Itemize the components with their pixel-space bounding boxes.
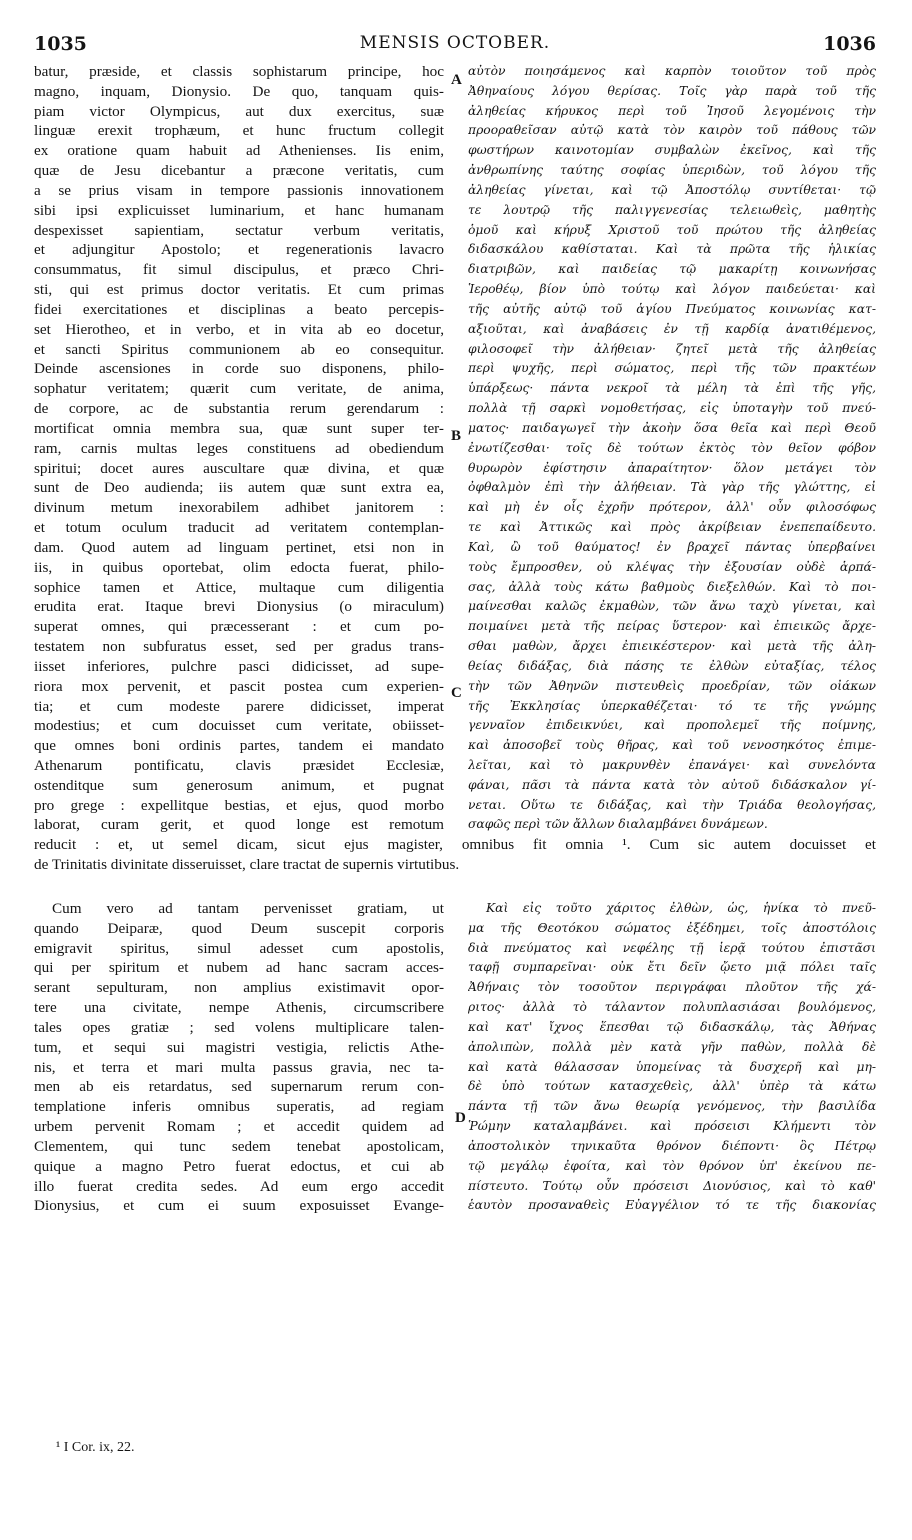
text-line: templatione inferis omnibus superatis, ad regiam: [34, 1098, 444, 1116]
text-line: quique a magno Petro fuerat edoctus, et cui ab: [34, 1157, 444, 1175]
text-line: illo fuerat credita sedes. Ad eum ergo accedit: [34, 1177, 444, 1195]
text-line: laborat, curam gerit, et quod longe est remotum: [34, 816, 444, 834]
text-line: Deinde ascensiones in corde suo disponens, philo-: [34, 360, 444, 378]
text-line: et totum oculum traducit ad veritatem contemplan-: [34, 519, 444, 537]
footnote: ¹ I Cor. ix, 22.: [56, 1440, 135, 1455]
text-line: iisset inferiores, pulchre pasci didicisset, ad supe-: [34, 657, 444, 675]
text-line: Ἀθηναίους λόγου θερίσας. Τοῖς γὰρ παρὰ τοῦ τῆς: [468, 83, 876, 98]
running-title: MENSIS OCTOBER.: [359, 33, 551, 53]
text-line: consummatus, fit simul discipulus, et præco Chri-: [34, 261, 444, 279]
text-line: αξιοῦται, καὶ ἀναβάσεις ἐν τῇ καρδίᾳ ἀνατιθέμενος,: [468, 321, 876, 336]
text-line: διατριβῶν, καὶ παιδείας τῷ μακαρίτῃ κοινωνήσας: [468, 262, 876, 277]
text-line: ostenditque sum generosum animum, et pugnat: [34, 776, 444, 794]
text-line: Athenarum pontificatu, clavis præsidet Ecclesiæ,: [34, 756, 444, 774]
text-line: πάντα τῇ τῶν ἄνω θεωρίᾳ γενόμενος, τὴν βασιλίδα: [468, 1099, 876, 1114]
latin-column-bottom: [34, 899, 444, 1216]
text-line: φωστήρων καινοτομίαν συμβαλὼν ἐκεῖνος, καὶ τῆς: [468, 143, 876, 158]
text-line: sibi ipsi explicuisset luminarium, et hanc humanam: [34, 201, 444, 219]
text-line: magno, inquam, Dionysio. De quo, tanquam quis-: [34, 82, 444, 100]
text-line: φάναι, πᾶσι τὰ πάντα κατὰ τὸν αὐτοῦ διδάσκαλον γί-: [468, 777, 876, 792]
text-line: ἐνωτίζεσθαι· τοῖς δὲ τούτων ἐκτὸς τὸν θεῖον φόβον: [468, 440, 876, 455]
greek-column-top: [468, 62, 876, 835]
text-line: mortificat omnia membra sua, quæ sunt super ter-: [34, 419, 444, 437]
text-line: διδασκάλου καθίσταται. Καὶ τὰ πρῶτα τῆς ἡλικίας: [468, 242, 876, 257]
text-line: set Hierotheo, et in verbo, et in vita ab eo docetur,: [34, 320, 444, 338]
text-line: μαίνεσθαι καλῶς ἐκμαθὼν, τῶν ἄνω ταχὺ γίνεται, καὶ: [468, 599, 876, 614]
text-line: μα τῆς Θεοτόκου σώματος ἐξέδημει, τοῖς ἀποστόλοις: [468, 920, 876, 935]
section-marker-c: C: [451, 685, 462, 701]
text-line: que omnes boni ordinis partes, tandem ei mandato: [34, 737, 444, 755]
text-line: qui per spiritum et nubem ad hanc sacram acces-: [34, 959, 444, 977]
text-line: ex oratione quam habuit ad Athenienses. Iis enim,: [34, 142, 444, 160]
text-line: quæ de Jesu dicebantur a præcone veritatis, cum: [34, 162, 444, 180]
left-page-number: 1035: [34, 33, 87, 55]
text-line: ἑαυτὸν προσαναθεὶς Εὐαγγέλιον τό τε τῆς διακονίας: [468, 1198, 876, 1213]
text-line: τε λουτρῷ τῆς παλιγγενεσίας τελειωθεὶς, μαθητὴς: [468, 202, 876, 217]
text-line: de Trinitatis divinitate disseruisset, clare tractat de supernis virtutibus.: [34, 855, 460, 873]
text-line: erudita erat. Itaque brevi Dionysius (o miraculum): [34, 598, 444, 616]
page-header: [34, 33, 876, 59]
right-page-number: 1036: [823, 33, 876, 55]
text-line: Καὶ εἰς τοῦτο χάριτος ἐλθὼν, ὡς, ἡνίκα τὸ πνεῦ-: [486, 901, 876, 915]
text-line: ποιμαίνει μετὰ τῆς πείρας ὕστερον· καὶ ἐπιεικῶς ἄρχε-: [468, 619, 876, 634]
text-line: ἀνθρωπίνης ταύτης σοφίας ὑπεριδὼν, τοῦ λόγου τῆς: [468, 163, 876, 178]
text-line: περὶ ψυχῆς, περὶ σώματος, περὶ τῆς τῶν πρακτέων: [468, 361, 876, 376]
text-line: tales opes gratiæ ; sed volens multiplicare talen-: [34, 1018, 444, 1036]
text-line: πίστευτο. Τούτῳ οὖν πρόσεισι Διονύσιος, καὶ τὸ καθ': [468, 1178, 876, 1193]
text-line: sophice tamen et Attice, multaque cum diligentia: [34, 578, 444, 596]
text-line: tia; et cum modeste parere didicisset, imperat: [34, 697, 444, 715]
text-line: fidei exercitationes et disciplinas a beato percepis-: [34, 300, 444, 318]
text-line: sunt de Deo audienda; iis autem quæ sunt extra ea,: [34, 479, 444, 497]
text-line: piam victor Olympicus, aut dux exercitus, suæ: [34, 102, 444, 120]
text-line: et adjungitur Apostolo; et regenerationis lavacro: [34, 241, 444, 259]
text-line: λεῖται, καὶ τὸ μακρυνθὲν ἐπανάγει· καὶ συνελόντα: [468, 757, 876, 772]
latin-column-top: [34, 62, 444, 835]
text-line: emigravit spiritus, simul adesset cum apostolis,: [34, 939, 444, 957]
text-line: ἀληθείας κήρυκος περὶ τοῦ Ἰησοῦ λεγομένοις τὴν: [468, 103, 876, 118]
text-line: ram, carnis multas leges constituens ad obediendum: [34, 439, 444, 457]
text-line: batur, præside, et classis sophistarum principe, hoc: [34, 63, 444, 80]
text-line: τοὺς ἔμπροσθεν, οὐ κλέψας τὴν ἐξουσίαν οὐδὲ ἁρπά-: [468, 559, 876, 574]
full-width-lines: [34, 835, 876, 875]
text-line: men ab eis retardatus, sed supernarum rerum con-: [34, 1078, 444, 1096]
text-line: θυρωρὸν ἐφίστησιν ἀπαραίτητον· ὅλον μετάγει τὸν: [468, 460, 876, 475]
text-line: pro grege : expellitque bestias, et ejus, quod morbo: [34, 796, 444, 814]
text-line: testatem non subfuratus esset, sed per gradus trans-: [34, 638, 444, 656]
text-line: σθαι μαθὼν, ἄρχει ἐπιεικέστερον· καὶ μετὰ τῆς ἀλη-: [468, 639, 876, 654]
text-line: iis, in quibus oportebat, olim edocta fuerat, philo-: [34, 558, 444, 576]
text-line: τῷ μεγάλῳ ἐφοίτα, καὶ τὸν θρόνον ὑπ' ἐκείνου πε-: [468, 1158, 876, 1173]
text-line: Cum vero ad tantam pervenisset gratiam, ut: [52, 900, 444, 917]
text-line: a se prius visam in tempore passionis innovationem: [34, 181, 444, 199]
text-line: Ἀθήναις τὸν τοσοῦτον περιγράφαι πλοῦτον τῆς χά-: [468, 980, 876, 995]
text-line: modestius; et cum docuisset cum veritate, obiisset-: [34, 717, 444, 735]
text-line: Ῥώμην καταλαμβάνει. καὶ πρόσεισι Κλήμεντι τὸν: [468, 1119, 876, 1134]
text-line: ἀποστολικὸν τηνικαῦτα θρόνον διέποντι· ὃς Πέτρῳ: [468, 1138, 876, 1153]
section-marker-d: D: [455, 1110, 466, 1126]
section-marker-a: A: [451, 72, 462, 88]
text-line: ὁμοῦ καὶ κήρυξ Χριστοῦ τοῦ πρώτου τῆς ἀληθείας: [468, 222, 876, 237]
text-line: spiritui; docet aures auscultare quæ divina, et quæ: [34, 459, 444, 477]
text-line: φιλοσοφεῖ τὴν ἀλήθειαν· ζητεῖ μετὰ τῆς ἀληθείας: [468, 341, 876, 356]
text-line: de corpore, ac de substantia rerum gerendarum :: [34, 400, 444, 418]
text-line: Dionysius, et cum ei suum exposuisset Evange-: [34, 1197, 444, 1215]
text-line: αὐτὸν ποιησάμενος καὶ καρπὸν τοιοῦτον τοῦ πρὸς: [468, 64, 876, 78]
text-line: reducit : et, ut semel dicam, sicut ejus magister, omnibus fit omnia ¹. Cum sic autem docuisset et: [34, 836, 876, 853]
text-line: δὲ ὑπὸ τούτων κατασχεθεὶς, ἀλλ' ὑπὲρ τὰ κάτω: [468, 1079, 876, 1094]
greek-column-bottom: [468, 899, 876, 1216]
text-line: ριτος· ἀλλὰ τὸ τάλαντον πολυπλασιάσαι βουλόμενος,: [468, 1000, 876, 1015]
text-line: πολλὰ τῇ σαρκὶ νομοθετήσας, εἰς ὑποταγὴν τοῦ πνεύ-: [468, 401, 876, 416]
text-line: θείας διδάξας, διὰ πάσης τε ἐλθὼν εὐταξίας, τέλος: [468, 658, 876, 673]
text-line: Clementem, qui tunc sedem tenebat apostolicam,: [34, 1137, 444, 1155]
text-line: ταφῇ συμπαρεῖναι· οὐκ ἔτι δεῖν ᾤετο μιᾷ πόλει ταῖς: [468, 960, 876, 975]
text-line: divinum metum inexorabilem adhibet janitorem :: [34, 499, 444, 517]
text-line: Καὶ, ὢ τοῦ θαύματος! ἐν βραχεῖ πάντας ὑπερβαίνει: [468, 539, 876, 554]
text-line: τῆς Ἐκκλησίας ὑπερκαθέζεται· τό τε τῆς γνώμης: [468, 698, 876, 713]
text-line: ἀληθείας γίνεται, καὶ τῷ Ἀποστόλῳ συντίθεται· τῷ: [468, 182, 876, 197]
text-line: ματος· παιδαγωγεῖ τὴν ἀκοὴν ὅσα θεῖα καὶ περὶ Θεοῦ: [468, 420, 876, 435]
text-line: serant sepulturam, non amplius existimavit opor-: [34, 979, 444, 997]
text-line: dam. Quod autem ad linguam pertinet, etsi non in: [34, 538, 444, 556]
text-line: καὶ κατ' ἴχνος ἕπεσθαι τῷ διδασκάλῳ, τὰς Ἀθήνας: [468, 1019, 876, 1034]
text-line: despexisset sapientiam, sectatur verbum veritatis,: [34, 221, 444, 239]
text-line: urbem pervenit Romam ; et accedit quidem ad: [34, 1118, 444, 1136]
text-line: καὶ κατὰ θάλασσαν ὑπομείνας τὰ δυσχερῆ καὶ μη-: [468, 1059, 876, 1074]
text-line: ἀπολιπὼν, πολλὰ μὲν κατὰ γῆν παθὼν, πολλὰ δὲ: [468, 1039, 876, 1054]
text-line: sophatur veritatem; quærit cum veritate, de anima,: [34, 380, 444, 398]
text-line: nis, et terra et mari multa passus gravia, nec ta-: [34, 1058, 444, 1076]
text-line: προοραθεῖσαν αὐτῷ κατὰ τὸν καιρὸν τοῦ πάθους τῶν: [468, 123, 876, 138]
text-line: tere una civitate, nempe Athenis, circumscribere: [34, 999, 444, 1017]
text-line: quando Deiparæ, quod Deum suscepit corporis: [34, 919, 444, 937]
text-line: διὰ πνεύματος καὶ νεφέλης τῇ ἱερᾷ τούτου ἐπιστᾶσι: [468, 940, 876, 955]
text-line: καὶ μὴ ἐν οἷς ἐχρῆν πρότερον, ἀλλ' οὖν φιλοσόφως: [468, 500, 876, 515]
text-line: linguæ erexit trophæum, et hunc fructum collegit: [34, 122, 444, 140]
text-line: σαφῶς περὶ τῶν ἄλλων διαλαμβάνει δυνάμεων.: [468, 817, 768, 832]
text-line: τῆς αὐτῆς αὐτῷ τοῦ ἁγίου Πνεύματος κοινωνίας κατ-: [468, 301, 876, 316]
text-line: νεται. Οὕτω τε διδάξας, καὶ τὴν Τριάδα θεολογήσας,: [468, 797, 876, 812]
text-line: ὑπάρξεως· πάντα νεκροῖ τὰ μέλη τὰ ἐπὶ τῆς γῆς,: [468, 381, 876, 396]
text-line: τὴν τῶν Ἀθηνῶν πιστευθεὶς προεδρίαν, τῶν οἰάκων: [468, 678, 876, 693]
text-line: γενναῖον ἐπιδεικνύει, καὶ προπολεμεῖ τῆς ποίμνης,: [468, 718, 876, 733]
text-line: sti, qui est primus doctor veritatis. Et cum primas: [34, 281, 444, 299]
text-line: tum, et sequi sui magistri vestigia, relictis Athe-: [34, 1038, 444, 1056]
text-line: Ἱεροθέῳ, βίον ὑπὸ τούτῳ καὶ λόγον παιδεύεται· καὶ: [468, 282, 876, 297]
text-line: σας, ἀλλὰ τοὺς κάτω βαθμοὺς διεξελθών. Καὶ τὸ ποι-: [468, 579, 876, 594]
section-marker-b: B: [451, 428, 462, 444]
text-line: καὶ ἀποσοβεῖ τοὺς θῆρας, καὶ τοῦ νενοσηκότος ἐπιμε-: [468, 738, 876, 753]
text-line: et sancti Spiritus communionem ab eo consequitur.: [34, 340, 444, 358]
text-line: τε καὶ Ἀττικῶς καὶ πρὸς ἀκρίβειαν ἐνεπεπαίδευτο.: [468, 520, 876, 535]
text-line: riora mox pervenit, et pascit postea cum experien-: [34, 677, 444, 695]
text-line: superat omnes, qui præcesserant : et cum po-: [34, 618, 444, 636]
text-line: ὀφθαλμὸν ἐπὶ τὴν ἀλήθειαν. Τὰ γὰρ τῆς γλώττης, εἰ: [468, 480, 876, 495]
